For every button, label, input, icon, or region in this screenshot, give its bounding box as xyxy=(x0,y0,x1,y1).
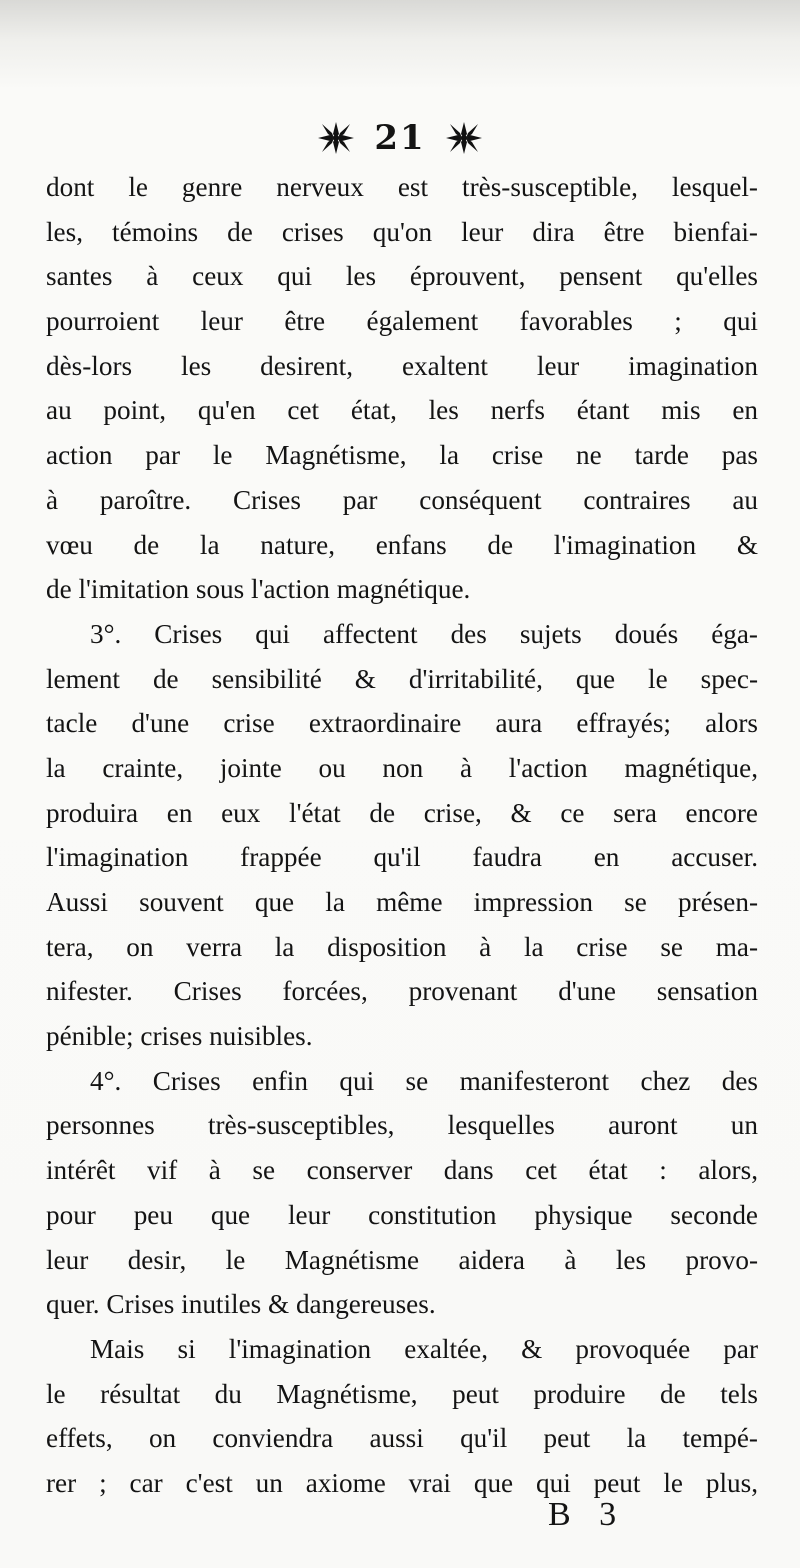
text-line: tacle d'une crise extraordinaire aura effrayés; alors xyxy=(46,708,758,739)
text-line: l'imagination frappée qu'il faudra en accuser. xyxy=(46,842,758,873)
page-header xyxy=(0,116,800,158)
text-line: leur desir, le Magnétisme aidera à les provo- xyxy=(46,1244,758,1275)
text-line: de l'imitation sous l'action magnétique. xyxy=(46,574,471,605)
text-line: personnes très-susceptibles, lesquelles auront un xyxy=(46,1110,758,1141)
fleuron-ornament-left-icon xyxy=(316,120,356,156)
text-line: quer. Crises inutiles & dangereuses. xyxy=(46,1289,436,1320)
text-line: pour peu que leur constitution physique seconde xyxy=(46,1199,758,1230)
text-line: lement de sensibilité & d'irritabilité, que le spec- xyxy=(46,663,758,694)
page-number: 21 xyxy=(374,118,426,158)
fleuron-ornament-right-icon xyxy=(444,120,484,156)
text-line: à paroître. Crises par conséquent contraires au xyxy=(46,484,758,515)
text-line: le résultat du Magnétisme, peut produire de tels xyxy=(46,1378,758,1409)
text-line: dès-lors les desirent, exaltent leur imagination xyxy=(46,350,758,381)
text-line: dont le genre nerveux est très-susceptible, lesquel- xyxy=(46,172,758,202)
text-line: au point, qu'en cet état, les nerfs étant mis en xyxy=(46,395,758,426)
text-line: intérêt vif à se conserver dans cet état : alors, xyxy=(46,1155,758,1186)
body-text xyxy=(46,165,758,1506)
text-line: la crainte, jointe ou non à l'action magnétique, xyxy=(46,752,758,783)
text-line: nifester. Crises forcées, provenant d'une sensation xyxy=(46,976,758,1007)
text-line: tera, on verra la disposition à la crise se ma- xyxy=(46,931,758,962)
text-line: pénible; crises nuisibles. xyxy=(46,1021,313,1052)
text-line: 3°. Crises qui affectent des sujets doués éga- xyxy=(90,618,758,649)
text-line: 4°. Crises enfin qui se manifesteront chez des xyxy=(90,1065,758,1096)
text-line: santes à ceux qui les éprouvent, pensent qu'elles xyxy=(46,261,758,292)
text-line: vœu de la nature, enfans de l'imagination & xyxy=(46,529,758,560)
text-line: produira en eux l'état de crise, & ce sera encore xyxy=(46,797,758,828)
text-line: action par le Magnétisme, la crise ne tarde pas xyxy=(46,440,758,471)
text-line: pourroient leur être également favorables ; qui xyxy=(46,306,758,337)
text-line: rer ; car c'est un axiome vrai que qui peut le plus, xyxy=(46,1467,758,1498)
text-line: les, témoins de crises qu'on leur dira être bienfai- xyxy=(46,216,758,247)
signature-mark: B 3 xyxy=(548,1496,627,1533)
text-line: Aussi souvent que la même impression se présen- xyxy=(46,887,758,917)
text-line: Mais si l'imagination exaltée, & provoquée par xyxy=(90,1333,758,1364)
text-line: effets, on conviendra aussi qu'il peut la tempé- xyxy=(46,1423,758,1454)
